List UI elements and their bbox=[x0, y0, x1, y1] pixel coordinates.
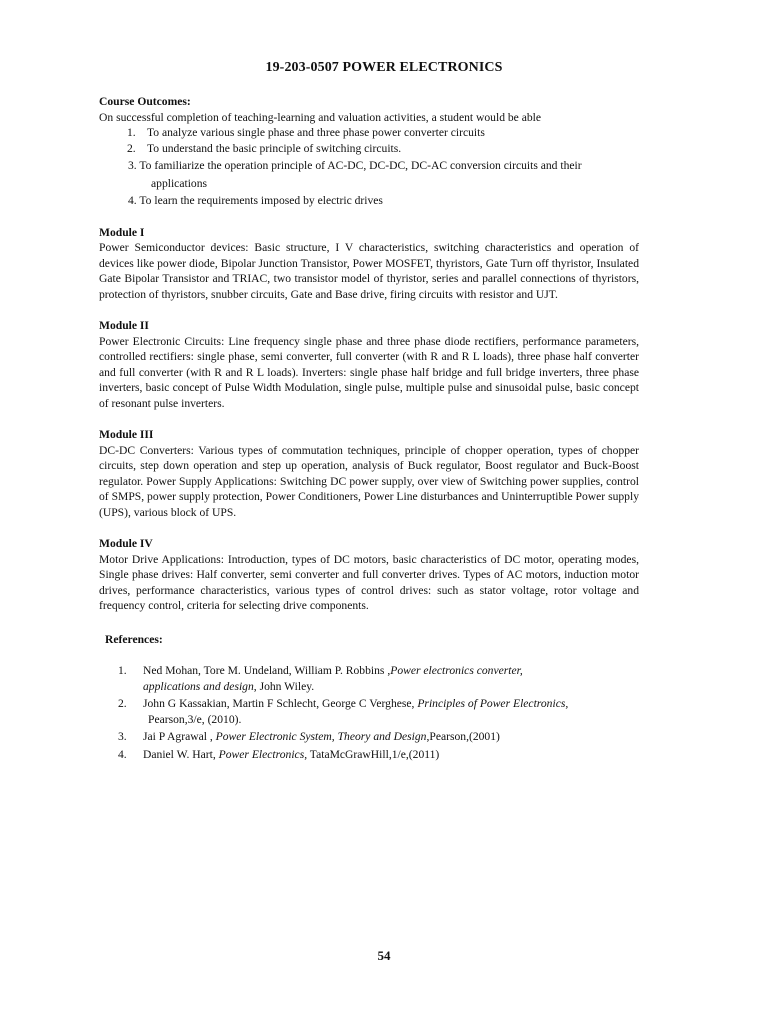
reference-title: Power Electronic System, Theory and Design bbox=[215, 730, 427, 743]
reference-number: 4. bbox=[118, 747, 127, 761]
outcome-number: 4. bbox=[128, 194, 137, 207]
reference-title: Principles of Power Electronics, bbox=[417, 697, 569, 710]
module-heading: Module III bbox=[99, 428, 154, 441]
module-heading: Module IV bbox=[99, 537, 153, 550]
module-text: Power Electronic Circuits: Line frequency single phase and three phase diode rectifiers, performance parameters, controlled rectifiers: single phase, semi converter, full converter (with R and R L loads), three phase half converter and full converter (with R and R L loads). Inverters: single phase half bridge and full bridge inverters, three phase inverters, basic concept of Pulse Width Modulation, single pulse, multiple pulse and sinusoidal pulse, basic concept of resonant pulse inverters. bbox=[99, 334, 639, 410]
reference-publisher: Pearson,3/e, (2010). bbox=[148, 712, 242, 726]
reference-number: 1. bbox=[118, 664, 127, 677]
module-heading: Module I bbox=[99, 225, 145, 239]
module-3-section bbox=[99, 427, 639, 520]
page-content bbox=[99, 94, 639, 764]
outcome-text: To analyze various single phase and three phase power converter circuits bbox=[147, 126, 485, 139]
course-outcomes-section bbox=[99, 94, 639, 209]
outcome-text-continued: applications bbox=[151, 176, 208, 190]
reference-item bbox=[99, 696, 639, 727]
outcome-text: To understand the basic principle of switching circuits. bbox=[147, 141, 402, 155]
references-heading: References: bbox=[105, 632, 163, 646]
outcome-text: To familiarize the operation principle of AC-DC, DC-DC, DC-AC conversion circuits and their bbox=[139, 159, 582, 172]
reference-item bbox=[99, 729, 639, 745]
outcome-number: 1. bbox=[127, 126, 136, 139]
outcome-item bbox=[99, 125, 639, 141]
module-heading: Module II bbox=[99, 319, 149, 332]
reference-number: 3. bbox=[118, 730, 127, 743]
outcome-item bbox=[99, 193, 639, 209]
module-4-section bbox=[99, 536, 639, 614]
reference-number: 2. bbox=[118, 697, 127, 710]
page-title: 19-203-0507 POWER ELECTRONICS bbox=[265, 60, 503, 75]
outcome-item bbox=[99, 158, 639, 191]
course-outcomes-intro: On successful completion of teaching-learning and valuation activities, a student would be able bbox=[99, 110, 542, 124]
module-text: DC-DC Converters: Various types of commutation techniques, principle of chopper operation, types of chopper circuits, step down operation and step up operation, analysis of Buck regulator, Boost regulator and Buck-Boost regulator. Power Supply Applications: Switching DC power supply, over view of Switching power supplies, control of SMPS, power supply protection, Power Conditioners, Power Line disturbances and Uninterruptible Power supply (UPS), various block of UPS. bbox=[99, 443, 639, 519]
reference-authors: John G Kassakian, Martin F Schlecht, George C Verghese, bbox=[143, 697, 418, 710]
reference-publisher: , John Wiley. bbox=[253, 679, 315, 693]
reference-title: Power Electronics bbox=[218, 747, 305, 761]
reference-title-continued: applications and design bbox=[143, 679, 254, 693]
reference-item bbox=[99, 663, 639, 694]
module-1-section bbox=[99, 225, 639, 303]
outcome-number: 3. bbox=[128, 159, 137, 172]
course-outcomes-heading: Course Outcomes: bbox=[99, 95, 191, 108]
reference-title: Power electronics converter, bbox=[390, 664, 523, 677]
outcome-text: To learn the requirements imposed by electric drives bbox=[139, 194, 383, 207]
page-number: 54 bbox=[377, 948, 391, 963]
reference-item bbox=[99, 747, 639, 763]
reference-authors: Jai P Agrawal , bbox=[143, 730, 216, 743]
outcome-item bbox=[99, 141, 639, 157]
reference-authors: Daniel W. Hart, bbox=[143, 747, 219, 761]
outcome-number: 2. bbox=[127, 141, 136, 155]
module-text: Power Semiconductor devices: Basic structure, I V characteristics, switching characteristics and operation of devices like power diode, Bipolar Junction Transistor, Power MOSFET, thyristors, Gate Turn off thyristor, Insulated Gate Bipolar Transistor and TRIAC, two transistor model of thyristor, series and parallel connections of thyristors, protection of thyristors, snubber circuits, Gate and Base drive, firing circuits with resistor and UJT. bbox=[99, 241, 639, 301]
module-text: Motor Drive Applications: Introduction, types of DC motors, basic characteristics of DC motor, operating modes, Single phase drives: Half converter, semi converter and full converter drives. Types of AC motors, induction motor drives, performance characteristics, various types of control drives: such as stator voltage, rotor voltage and frequency control, criteria for selecting drive components. bbox=[99, 552, 639, 612]
references-list bbox=[99, 663, 639, 762]
module-2-section bbox=[99, 318, 639, 411]
reference-authors: Ned Mohan, Tore M. Undeland, William P. Robbins , bbox=[143, 664, 391, 677]
reference-publisher: , TataMcGrawHill,1/e,(2011) bbox=[304, 747, 440, 761]
reference-publisher: ,Pearson,(2001) bbox=[426, 730, 500, 743]
